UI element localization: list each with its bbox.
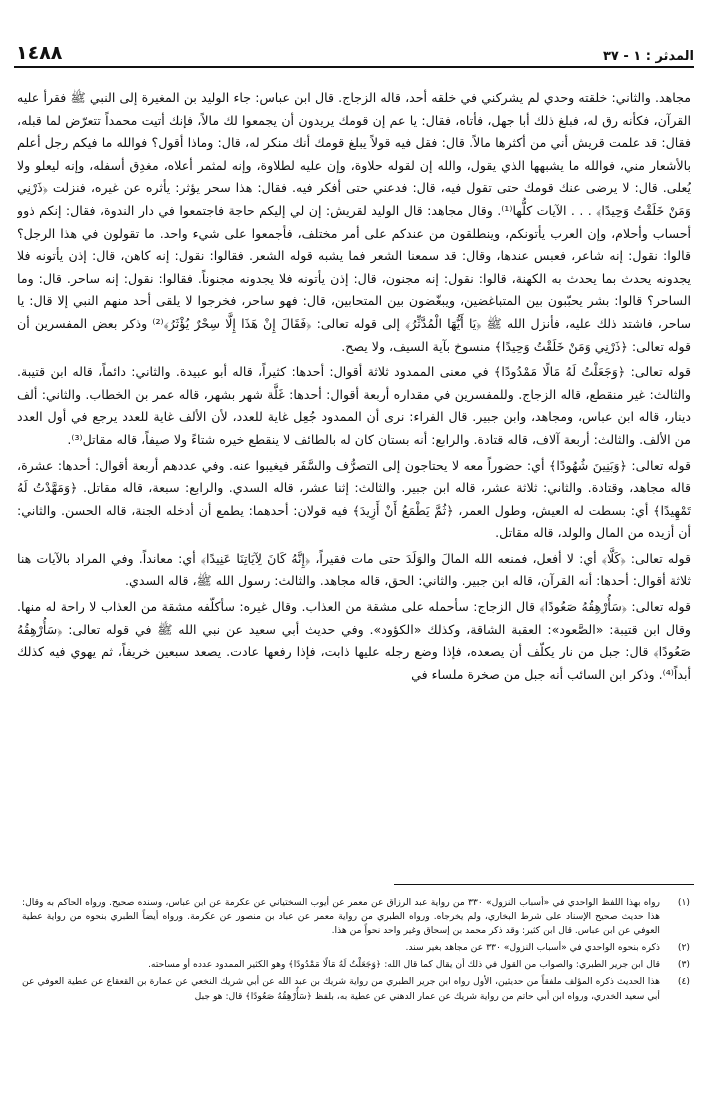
footnote-number: (١): [677, 897, 690, 908]
footnote: [22, 975, 690, 1003]
footnote: [22, 941, 690, 955]
running-title: المدثر : ١ - ٣٧: [602, 49, 694, 64]
main-text: [17, 87, 691, 875]
paragraph: قوله تعالى: ﴿وَبَنِينَ شُهُودًا﴾ أي: حضوراً معه لا يحتاجون إلى التصرُّف والسَّفَر فيغيبوا عنه. وفي عددهم أربعة أقوال: أحدها: عشرة، قاله مجاهد، وقتادة. والثاني: ثلاثة عشر، قاله ابن جبير. والثالث: إثنا عشر، قاله السدي. والرابع: سبعة، قاله مقاتل. ﴿وَمَهَّدْتُ لَهُ تَمْهِيدًا﴾ أي: بسطت له العيش، وطول العمر، ﴿ثُمَّ يَطْمَعُ أَنْ أَزِيدَ﴾ فيه قولان: أحدهما: يطمع أن أدخله الجنة، قاله الحسن. والثاني: أن أزيده من المال والولد، قاله مقاتل.: [17, 457, 691, 541]
footnote-text: رواه بهذا اللفظ الواحدي في «أسباب النزول» ٣٣٠ من رواية عبد الرزاق عن معمر عن أيوب السختياني عن عكرمة عن ابن عباس، وسنده صحيح. ورواه الحاكم به وقال: هذا حديث صحيح الإسناد على شرط البخاري، ولم يخرجاه. ورواه الطبري من رواية معمر عن عباد بن منصور عن عكرمة. ورواه أيضاً الطبري بنحوه من رواية عطية العوفي عن ابن عباس. قال ابن كثير: وقد ذكر محمد بن إسحاق وغير واحد نحواً من هذا.: [22, 897, 660, 937]
paragraph: قوله تعالى: ﴿سَأُرْهِقُهُ صَعُودًا﴾ قال الزجاج: سأحمله على مشقة من العذاب. وقال غيره: سأكلّفه مشقة من العذاب لا راحة له منها. وقال ابن قتيبة: «الصَّعود»: العقبة الشاقة، وكذلك «الكؤود». وفي حديث أبي سعيد عن نبي الله ﷺ في قوله تعالى: ﴿سَأُرْهِقُهُ صَعُودًا﴾ قال: جبل من نار يكلّف أن يصعده، فإذا وضع رجله عليها ذابت، فإذا رفعها عادت. يصعد سبعين خريفاً، ثم يهوي فيه كذلك أبداً⁽⁴⁾. وذكر ابن السائب أنه جبل من صخرة ملساء في: [17, 599, 691, 682]
paragraph: قوله تعالى: ﴿كَلَّا﴾ أي: لا أفعل، فمنعه الله المالَ والوَلَدَ حتى مات فقيراً، ﴿إِنَّهُ كَانَ لِآيَاتِنَا عَنِيدًا﴾ أي: معانداً. وفي المراد بالآيات هنا ثلاثة أقوال: أحدها: أنه القرآن، قاله ابن جبير. والثاني: الحق، قاله مجاهد. والثالث: رسول الله ﷺ، قاله السدي.: [17, 550, 691, 589]
footnote: [22, 896, 690, 938]
header-rule: [14, 66, 694, 68]
paragraph: مجاهد. والثاني: خلقته وحدي لم يشركني في خلقه أحد، قاله الزجاج. قال ابن عباس: جاء الوليد بن المغيرة إلى النبي ﷺ فقرأ عليه القرآن، فكأنه رق له، فبلغ ذلك أبا جهل، فأتاه، فقال: يا عم إن قومك يريدون أن يجمعوا لك مالاً، فإنك أتيت محمداً تتعرّض لما قبله، فقال: قد علمت قريش أني من أكثرها مالاً. قال: فقل فيه قولاً يبلغ قومك أنك منكر له، قال: وماذا أقول؟ فوالله ما فيكم رجل أعلم بالأشعار مني، فوالله ما يشبهها الذي يقول، والله إن لقوله حلاوة، وإن عليه لطلاوة، وإنه لمثمر أعلاه، مغدِق أسفله، وإنه ليعلو ولا يُعلى. قال: لا يرضى عنك قومك حتى تقول فيه، قال: فدعني حتى أفكر فيه. فقال: هذا سحر يؤثر: يأثره عن غيره، فنزلت ﴿ذَرْنِي وَمَنْ خَلَقْتُ وَحِيدًا﴾ . . . الآيات كلُّها⁽¹⁾. وقال مجاهد: قال الوليد لقريش: إن لي إليكم حاجة فاجتمعوا في دار الندوة، فقال: إنكم ذوو أحساب وأحلام، وإن العرب يأتونكم، وينطلقون من عندكم على أمر مختلف، فأجمعوا على شيء واحد. ما تقولون في هذا الرجل؟ قالوا: نقول: إنه شاعر، فعبس عندها، وقال: قد سمعنا الشعر فما يشبه قوله الشعر. فقالوا: نقول: إنه كاهن، قال: إذن يأتونه فلا يجدونه يحدث بما يحدث به الكهنة، قالوا: نقول: إنه مجنون، قال: إذن يأتونه فلا يجدونه مجنوناً. فقالوا: نقول: إنه ساحر. قال: وما الساحر؟ قالوا: بشر يحبّبون بين المتباغضين، ويبغّضون بين المتحابين، قال: فهو ساحر، فخرجوا لا يلقى أحد منهم النبي إلا قال: يا ساحر، فاشتد ذلك عليه، فأنزل الله ﷺ ﴿يَا أَيُّهَا الْمُدَّثِّرُ﴾ إلى قوله تعالى: ﴿فَقَالَ إِنْ هَذَا إِلَّا سِحْرٌ يُؤْثَرُ﴾⁽²⁾ وذكر بعض المفسرين أن قوله تعالى: ﴿ذَرْنِي وَمَنْ خَلَقْتُ وَحِيدًا﴾ منسوخ بآية السيف، ولا يصح.: [17, 90, 691, 354]
footnotes: [22, 896, 690, 1096]
footnote-text: ذكره بنحوه الواحدي في «أسباب النزول» ٣٣٠ عن مجاهد بغير سند.: [405, 942, 660, 954]
footnote-text: قال ابن جرير الطبري: والصواب من القول في ذلك أن يقال كما قال الله: ﴿وَجَعَلْتُ لَهُ مَالًا مَمْدُودًا﴾ وهو الكثير الممدود عدده أو مساحته.: [147, 959, 660, 971]
page-number: ١٤٨٨: [16, 42, 63, 64]
footnote-number: (٣): [677, 959, 690, 971]
paragraph: قوله تعالى: ﴿وَجَعَلْتُ لَهُ مَالًا مَمْدُودًا﴾ في معنى الممدود ثلاثة أقوال: أحدها: كثيراً، قاله أبو عبيدة. والثاني: دائماً، قاله ابن قتيبة. والثالث: غير منقطع، قاله الزجاج. وللمفسرين في مقداره أربعة أقوال: أحدها: غَلَّة شهر بشهر، قاله عمر بن الخطاب. والثاني: ألف دينار، قاله ابن عباس، ومجاهد، وابن جبير. قال الفراء: نرى أن الممدود جُعِل غاية للعدد، لأن الألف غاية للعدد يرجع في أول العدد من الألف. والثالث: أربعة آلاف، قاله قتادة. والرابع: أنه بستان كان له بالطائف لا ينقطع خيره شتاءً ولا صيفاً، قاله مقاتل⁽³⁾.: [17, 364, 691, 447]
page-header: [16, 38, 694, 64]
footnote-number: (٢): [677, 942, 690, 954]
footnote-number: (٤): [677, 976, 690, 988]
footnote-rule: [394, 884, 694, 885]
footnote: [22, 958, 690, 972]
footnote-text: هذا الحديث ذكره المؤلف ملفقاً من حديثين، الأول رواه ابن جرير الطبري من رواية شريك بن عبد الله عن أبي شريك النخعي عن عمارة بن القعقاع عن عطية العوفي عن أبي سعيد الخدري، ورواه ابن أبي حاتم من رواية شريك عن عمار الدهني عن عطية به، بلفظ ﴿سَأُرْهِقُهُ صَعُودًا﴾ قال: هو جبل: [22, 976, 660, 1002]
